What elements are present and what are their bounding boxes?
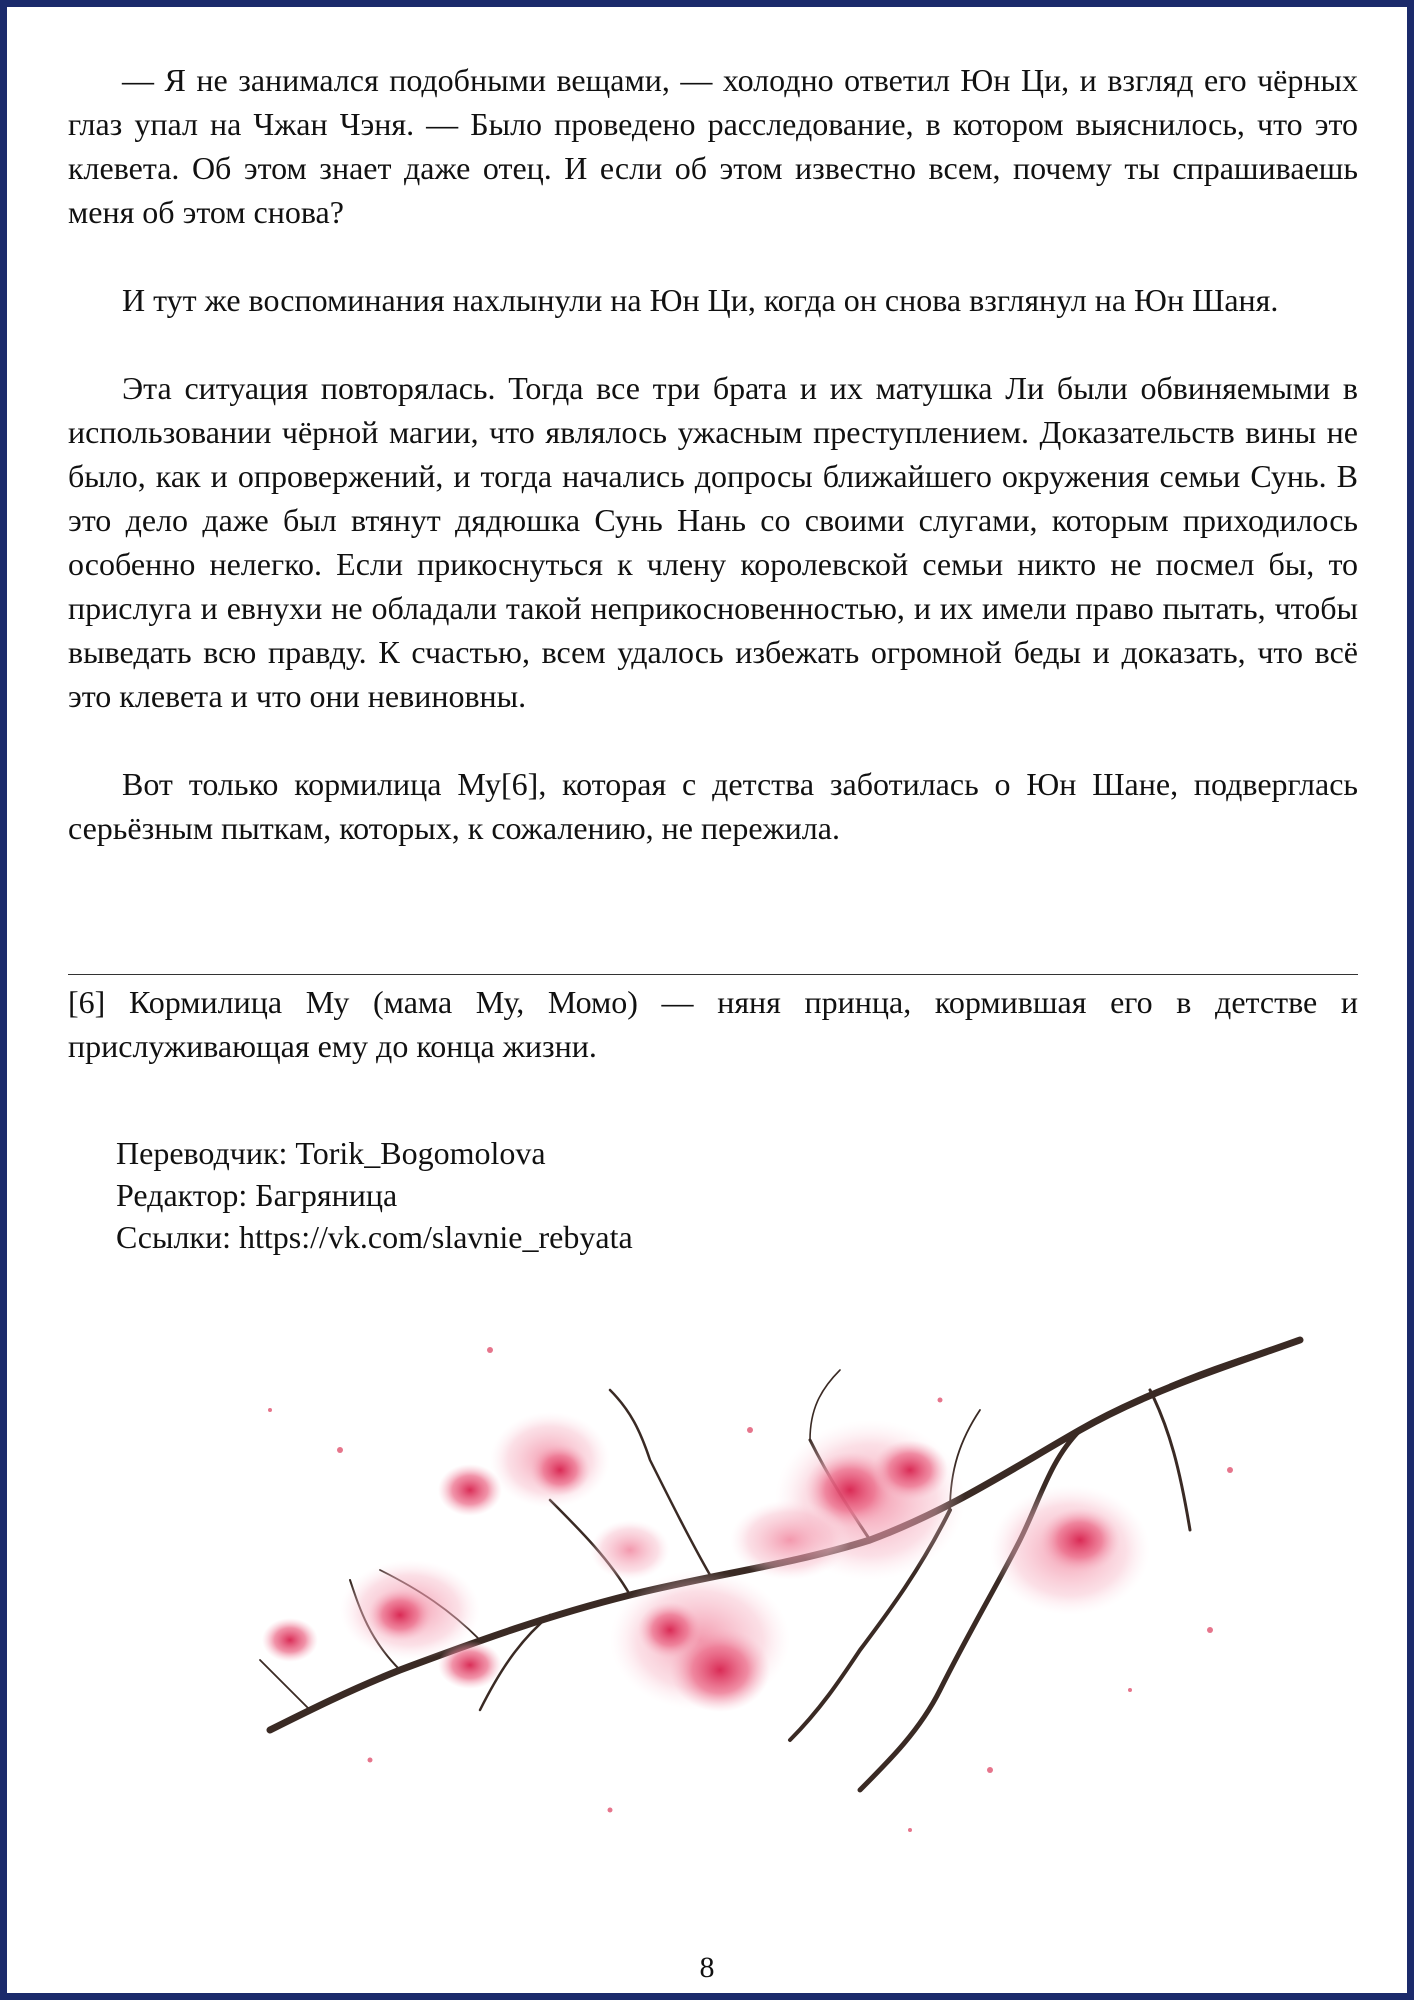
- paragraph-3: Эта ситуация повторялась. Тогда все три брата и их матушка Ли были обвиняемыми в использовании чёрной магии, что являлось ужасным преступлением. Доказательств вины не было, как и опровержений, и тогда начались допросы ближайшего окружения семьи Сунь. В это дело даже был втянут дядюшка Сунь Нань со своими слугами, которым приходилось особенно нелегко. Если прикоснуться к члену королевской семьи никто не посмел бы, то прислуга и евнухи не обладали такой неприкосновенностью, и их имели право пытать, чтобы выведать всю правду. К счастью, всем удалось избежать огромной беды и доказать, что всё это клевета и что они невиновны.: [68, 370, 1358, 714]
- body-text: [68, 58, 1358, 850]
- footnote-divider: [68, 974, 1358, 975]
- credits: [116, 1132, 633, 1258]
- editor-credit: Редактор: Багряница: [116, 1177, 398, 1213]
- paragraph-2: И тут же воспоминания нахлынули на Юн Ци, когда он снова взглянул на Юн Шаня.: [122, 282, 1279, 318]
- paragraph-1: — Я не занимался подобными вещами, — холодно ответил Юн Ци, и взгляд его чёрных глаз упал на Чжан Чэня. — Было проведено расследование, в котором выяснилось, что это клевета. Об этом знает даже отец. И если об этом известно всем, почему ты спрашиваешь меня об этом снова?: [68, 62, 1358, 230]
- page-number: 8: [699, 1951, 715, 1984]
- footnote: [6] Кормилица Му (мама Му, Момо) — няня принца, кормившая его в детстве и прислуживающая ему до конца жизни.: [68, 984, 1358, 1064]
- cherry-blossom-branch-icon: [250, 1310, 1320, 1850]
- links-credit: Ссылки: https://vk.com/slavnie_rebyata: [116, 1219, 633, 1255]
- translator-credit: Переводчик: Torik_Bogomolova: [116, 1135, 546, 1171]
- paragraph-4: Вот только кормилица Му[6], которая с детства заботилась о Юн Шане, подверглась серьёзным пыткам, которых, к сожалению, не пережила.: [68, 766, 1358, 846]
